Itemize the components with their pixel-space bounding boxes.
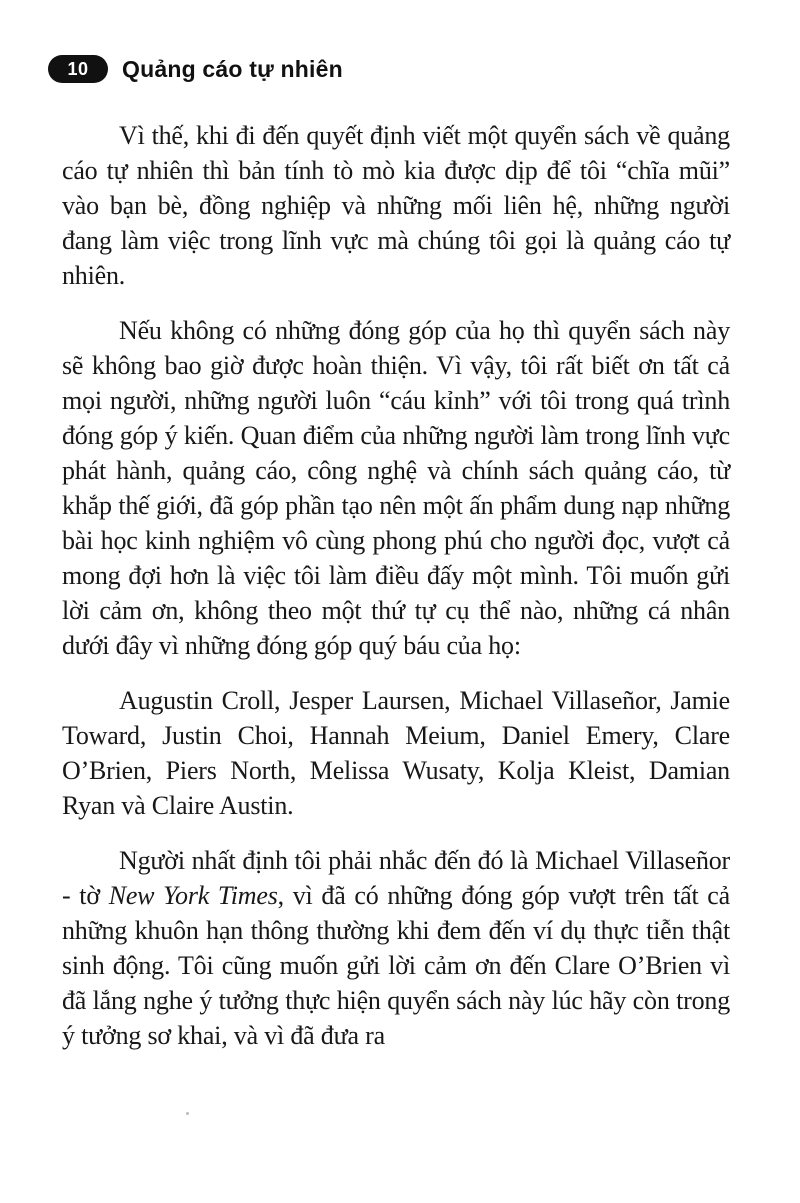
paragraph-special-thanks	[62, 843, 730, 1053]
paragraph-text: Vì thế, khi đi đến quyết định viết một quyển sách về quảng cáo tự nhiên thì bản tính tò mò kia được dịp để tôi “chĩa mũi” vào bạn bè, đồng nghiệp và những mối liên hệ, những người đang làm việc trong lĩnh vực mà chúng tôi gọi là quảng cáo tự nhiên.	[62, 121, 730, 290]
publication-name-italic: New York Times	[108, 881, 278, 910]
paragraph-intro	[62, 118, 730, 293]
page-header	[48, 55, 343, 83]
paragraph-names-list	[62, 683, 730, 823]
running-title: Quảng cáo tự nhiên	[122, 55, 343, 82]
paragraph-text: Người nhất định tôi phải nhắc đến đó là Michael Villaseñor - tờ	[62, 846, 730, 910]
scan-artifact-dot	[186, 1112, 189, 1115]
paragraph-acknowledgement	[62, 313, 730, 663]
paragraph-text: Nếu không có những đóng góp của họ thì quyển sách này sẽ không bao giờ được hoàn thiện. Vì vậy, tôi rất biết ơn tất cả mọi người, những người luôn “cáu kỉnh” với tôi trong quá trình đóng góp ý kiến. Quan điểm của những người làm trong lĩnh vực phát hành, quảng cáo, công nghệ và chính sách quảng cáo, từ khắp thế giới, đã góp phần tạo nên một ấn phẩm dung nạp những bài học kinh nghiệm vô cùng phong phú cho người đọc, vượt cả mong đợi hơn là việc tôi làm điều đấy một mình. Tôi muốn gửi lời cảm ơn, không theo một thứ tự cụ thể nào, những cá nhân dưới đây vì những đóng góp quý báu của họ:	[62, 316, 730, 660]
page-body	[62, 118, 730, 1073]
paragraph-text: Augustin Croll, Jesper Laursen, Michael Villaseñor, Jamie Toward, Justin Choi, Hannah Meium, Daniel Emery, Clare O’Brien, Piers North, Melissa Wusaty, Kolja Kleist, Damian Ryan và Claire Austin.	[62, 686, 730, 820]
paragraph-text: , vì đã có những đóng góp vượt trên tất cả những khuôn hạn thông thường khi đem đến ví dụ thực tiễn thật sinh động. Tôi cũng muốn gửi lời cảm ơn đến Clare O’Brien vì đã lắng nghe ý tưởng thực hiện quyển sách này lúc hãy còn trong ý tưởng sơ khai, và vì đã đưa ra	[62, 881, 730, 1050]
page-number-badge: 10	[48, 55, 108, 83]
